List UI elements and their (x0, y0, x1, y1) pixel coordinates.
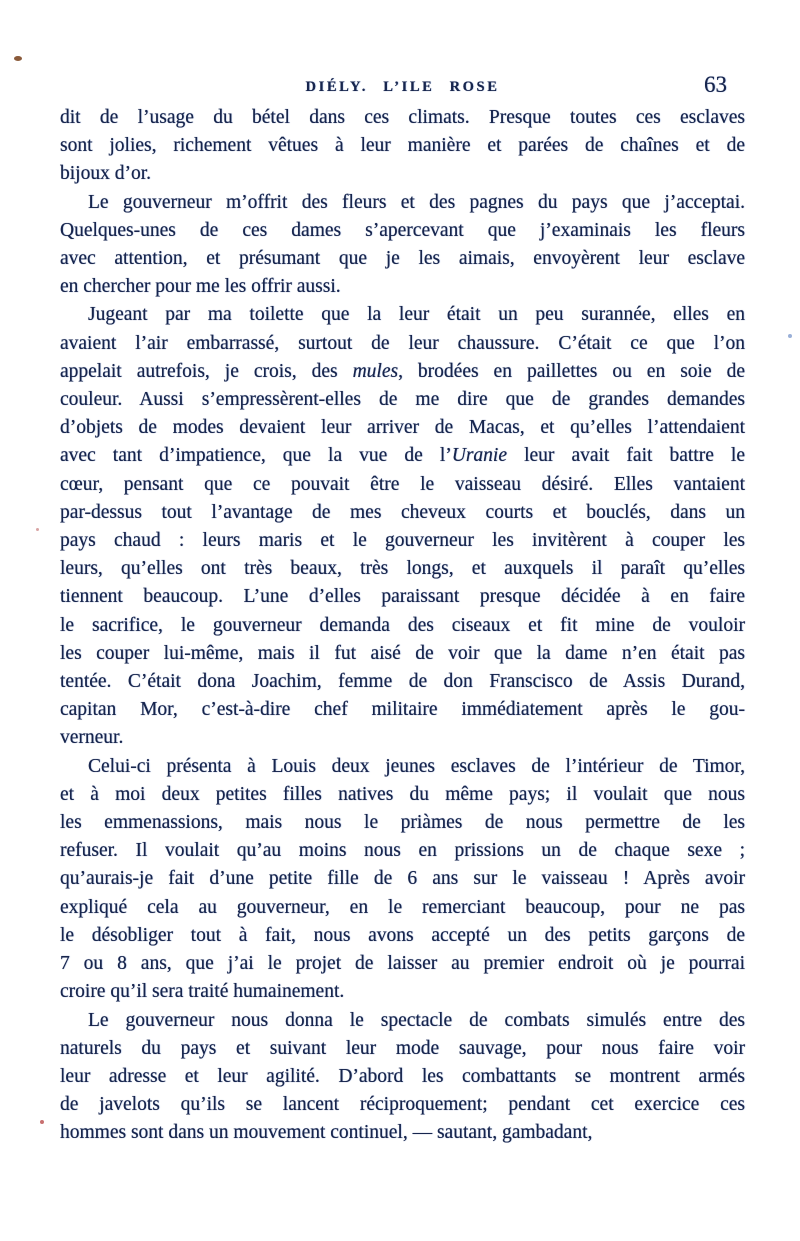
text-line: expliqué cela au gouverneur, en le remerciant beaucoup, pour ne pas (60, 896, 745, 918)
text-line: d’objets de modes devaient leur arriver de Macas, et qu’elles l’attendaient (60, 417, 745, 439)
text-line: les couper lui-même, mais il fut aisé de voir que la dame n’en était pas (60, 642, 745, 664)
page-number: 63 (704, 72, 727, 97)
scan-speck (40, 1120, 44, 1124)
text-line: en chercher pour me les offrir aussi. (60, 276, 341, 298)
paragraph (60, 301, 745, 752)
text-line: pays chaud : leurs maris et le gouverneur les invitèrent à couper les (60, 530, 745, 552)
text-line: avaient l’air embarrassé, surtout de leur chaussure. C’était ce que l’on (60, 332, 745, 354)
text-line: Quelques-unes de ces dames s’apercevant que j’examinais les fleurs (60, 219, 745, 241)
page-header (60, 74, 745, 100)
paragraph (60, 189, 745, 302)
text-line: sont jolies, richement vêtues à leur manière et parées de chaînes et de (60, 135, 745, 157)
text-line: tentée. C’était dona Joachim, femme de don Franscisco de Assis Durand, (60, 671, 745, 693)
text-line: Celui-ci présenta à Louis deux jeunes esclaves de l’intérieur de Timor, (88, 755, 745, 777)
text-line: et à moi deux petites filles natives du même pays; il voulait que nous (60, 783, 745, 805)
text-line: refuser. Il voulait qu’au moins nous en prissions un de chaque sexe ; (60, 840, 745, 862)
text-line: Le gouverneur nous donna le spectacle de combats simulés entre des (88, 1009, 745, 1031)
text-line: par-dessus tout l’avantage de mes cheveux courts et bouclés, dans un (60, 501, 745, 523)
text-line: cœur, pensant que ce pouvait être le vaisseau désiré. Elles vantaient (60, 473, 745, 495)
text-line: qu’aurais-je fait d’une petite fille de 6 ans sur le vaisseau ! Après avoir (60, 868, 745, 890)
text-line: avec tant d’impatience, que la vue de l’Uranie leur avait fait battre le (60, 445, 745, 467)
text-line: capitan Mor, c’est-à-dire chef militaire immédiatement après le gou- (60, 699, 745, 721)
text-line: Le gouverneur m’offrit des fleurs et des pagnes du pays que j’acceptai. (88, 191, 745, 213)
running-title: DIÉLY. L’ILE ROSE (305, 79, 500, 95)
scan-speck (36, 528, 39, 531)
body-text (60, 104, 745, 1148)
text-line: le sacrifice, le gouverneur demanda des ciseaux et fit mine de vouloir (60, 614, 745, 636)
text-line: tiennent beaucoup. L’une d’elles paraissant presque décidée à en faire (60, 586, 745, 608)
text-line: Jugeant par ma toilette que la leur était un peu surannée, elles en (88, 304, 745, 326)
paragraph (60, 753, 745, 1007)
scan-speck (14, 56, 22, 61)
text-line: couleur. Aussi s’empressèrent-elles de me dire que de grandes demandes (60, 389, 745, 411)
text-line: croire qu’il sera traité humainement. (60, 981, 345, 1003)
text-line: 7 ou 8 ans, que j’ai le projet de laisser au premier endroit où je pourrai (60, 953, 745, 975)
text-line: le désobliger tout à fait, nous avons accepté un des petits garçons de (60, 924, 745, 946)
text-line: de javelots qu’ils se lancent réciproquement; pendant cet exercice ces (60, 1094, 745, 1116)
text-line: naturels du pays et suivant leur mode sauvage, pour nous faire voir (60, 1037, 745, 1059)
text-line: leurs, qu’elles ont très beaux, très longs, et auxquels il paraît qu’elles (60, 558, 745, 580)
paragraph (60, 104, 745, 189)
text-line: dit de l’usage du bétel dans ces climats. Presque toutes ces esclaves (60, 107, 745, 128)
scan-speck (788, 334, 792, 338)
text-line: appelait autrefois, je crois, des mules, brodées en paillettes ou en soie de (60, 360, 745, 382)
paragraph (60, 1007, 745, 1148)
text-line: les emmenassions, mais nous le priàmes de nous permettre de les (60, 812, 745, 834)
text-line: leur adresse et leur agilité. D’abord les combattants se montrent armés (60, 1065, 745, 1087)
text-line: hommes sont dans un mouvement continuel, — sautant, gambadant, (60, 1122, 593, 1144)
text-line: avec attention, et présumant que je les aimais, envoyèrent leur esclave (60, 248, 745, 270)
text-line: verneur. (60, 727, 124, 749)
text-line: bijoux d’or. (60, 163, 151, 185)
